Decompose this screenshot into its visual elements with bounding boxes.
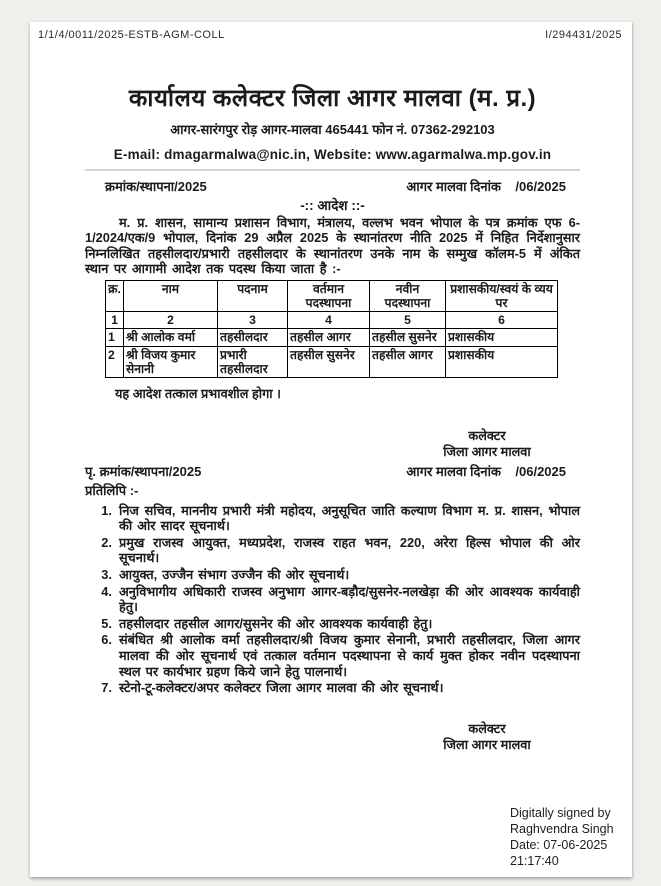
office-address: आगर-सारंगपुर रोड़ आगर-मालवा 465441 फोन नं. 07362-292103 bbox=[170, 122, 495, 137]
document-page bbox=[30, 22, 632, 877]
list-item: 4. अनुविभागीय अधिकारी राजस्व अनुभाग आगर-बड़ौद/सुसनेर-नलखेड़ा की ओर आवश्यक कार्यवाही हेतु। bbox=[117, 584, 580, 615]
cell-serial: 1 bbox=[106, 329, 124, 346]
letterhead bbox=[85, 81, 580, 162]
cell-name: श्री आलोक वर्मा bbox=[124, 329, 218, 346]
order-reference-row bbox=[105, 177, 580, 195]
list-item: 6. संबंधित श्री आलोक वर्मा तहसीलदार/श्री विजय कुमार सेनानी, प्रभारी तहसीलदार, जिला आगर मालवा की ओर सूचनार्थ एवं तत्काल वर्तमान पदस्थापना से कार्य मुक्त होकर नवीन पदस्थापना स्थल पर कार्यभार ग्रहण किये जाने हेतु पालनार्थ। bbox=[117, 632, 580, 679]
header-designation: पदनाम bbox=[218, 281, 288, 312]
order-ref-date: आगर मालवा दिनांक /06/2025 bbox=[406, 179, 566, 194]
signature-block-bottom bbox=[412, 721, 562, 753]
cell-expense-type: प्रशासकीय bbox=[446, 329, 558, 346]
letterhead-divider bbox=[85, 169, 580, 171]
endorsement-ref-date: आगर मालवा दिनांक /06/2025 bbox=[406, 463, 566, 479]
document-content bbox=[85, 81, 580, 753]
file-number: 1/1/4/0011/2025-ESTB-AGM-COLL bbox=[38, 29, 225, 41]
list-item: 5. तहसीलदार तहसील आगर/सुसनेर की ओर आवश्यक कार्यवाही हेतु। bbox=[117, 616, 580, 632]
cell-designation: प्रभारी तहसीलदार bbox=[218, 346, 288, 377]
cell-current-posting: तहसील आगर bbox=[288, 329, 370, 346]
signature-block-top bbox=[412, 428, 562, 460]
endorsement-ref-number: पृ. क्रमांक/स्थापना/2025 bbox=[85, 463, 202, 479]
column-number: 2 bbox=[124, 312, 218, 329]
endorsement-reference-row bbox=[85, 462, 580, 480]
signatory-district: जिला आगर मालवा bbox=[443, 736, 531, 752]
header-expense-type: प्रशासकीय/स्वयं के व्यय पर bbox=[446, 281, 558, 312]
column-number: 3 bbox=[218, 312, 288, 329]
cell-new-posting: तहसील आगर bbox=[370, 346, 446, 377]
copy-to-list bbox=[85, 503, 580, 696]
office-contact: E-mail: dmagarmalwa@nic.in, Website: www.agarmalwa.mp.gov.in bbox=[113, 147, 552, 162]
signatory-district: जिला आगर मालवा bbox=[443, 443, 531, 459]
signatory-title: कलेक्टर bbox=[468, 720, 506, 736]
office-title: कार्यालय कलेक्टर जिला आगर मालवा (म. प्र.) bbox=[128, 85, 537, 112]
order-heading: -:: आदेश ::- bbox=[300, 198, 365, 213]
digital-signature-date: Date: 07-06-2025 bbox=[510, 838, 608, 852]
effective-note: यह आदेश तत्काल प्रभावशील होगा । bbox=[115, 385, 282, 401]
column-number: 5 bbox=[370, 312, 446, 329]
column-number: 6 bbox=[446, 312, 558, 329]
document-id-row bbox=[38, 29, 622, 41]
transfer-table bbox=[105, 280, 558, 377]
cell-serial: 2 bbox=[106, 346, 124, 377]
cell-expense-type: प्रशासकीय bbox=[446, 346, 558, 377]
header-current-posting: वर्तमान पदस्थापना bbox=[288, 281, 370, 312]
cell-name: श्री विजय कुमार सेनानी bbox=[124, 346, 218, 377]
list-item: 2. प्रमुख राजस्व आयुक्त, मध्यप्रदेश, राजस्व राहत भवन, 220, अरेरा हिल्स भोपाल की ओर सूचनार्थ। bbox=[117, 535, 580, 566]
table-column-number-row bbox=[106, 312, 558, 329]
list-item: 7. स्टेनो-टू-कलेक्टर/अपर कलेक्टर जिला आगर मालवा की ओर सूचनार्थ। bbox=[117, 680, 580, 696]
table-row bbox=[106, 346, 558, 377]
list-item: 3. आयुक्त, उज्जैन संभाग उज्जैन की ओर सूचनार्थ। bbox=[117, 567, 580, 583]
digital-signature-name: Raghvendra Singh bbox=[510, 822, 614, 836]
column-number: 1 bbox=[106, 312, 124, 329]
header-name: नाम bbox=[124, 281, 218, 312]
cell-designation: तहसीलदार bbox=[218, 329, 288, 346]
digital-signature-time: 21:17:40 bbox=[510, 854, 559, 868]
order-body-paragraph: म. प्र. शासन, सामान्य प्रशासन विभाग, मंत्रालय, वल्लभ भवन भोपाल के पत्र क्रमांक एफ 6-1/2024/एक/9 भोपाल, दिनांक 29 अप्रैल 2025 के स्थानांतरण नीति 2025 में निहित निर्देशानुसार निम्नलिखित तहसीलदार/प्रभारी तहसीलदार के स्थानांतरण उनके नाम के सम्मुख कॉलम-5 में अंकित स्थान पर आगामी आदेश तक पदस्थ किया जाता है :- bbox=[85, 215, 580, 277]
cell-new-posting: तहसील सुसनेर bbox=[370, 329, 446, 346]
table-header-row bbox=[106, 281, 558, 312]
header-new-posting: नवीन पदस्थापना bbox=[370, 281, 446, 312]
list-item: 1. निज सचिव, माननीय प्रभारी मंत्री महोदय, अनुसूचित जाति कल्याण विभाग म. प्र. शासन, भोपाल की ओर सादर सूचनार्थ। bbox=[117, 503, 580, 534]
digital-signature-line: Digitally signed by bbox=[510, 806, 611, 820]
signatory-title: कलेक्टर bbox=[468, 427, 506, 443]
order-ref-number: क्रमांक/स्थापना/2025 bbox=[105, 179, 207, 194]
header-serial: क्र. bbox=[106, 281, 124, 312]
dispatch-number: I/294431/2025 bbox=[545, 29, 622, 41]
copy-to-label: प्रतिलिपि :- bbox=[85, 482, 139, 498]
digital-signature-stamp bbox=[510, 805, 628, 869]
table-row bbox=[106, 329, 558, 346]
column-number: 4 bbox=[288, 312, 370, 329]
cell-current-posting: तहसील सुसनेर bbox=[288, 346, 370, 377]
